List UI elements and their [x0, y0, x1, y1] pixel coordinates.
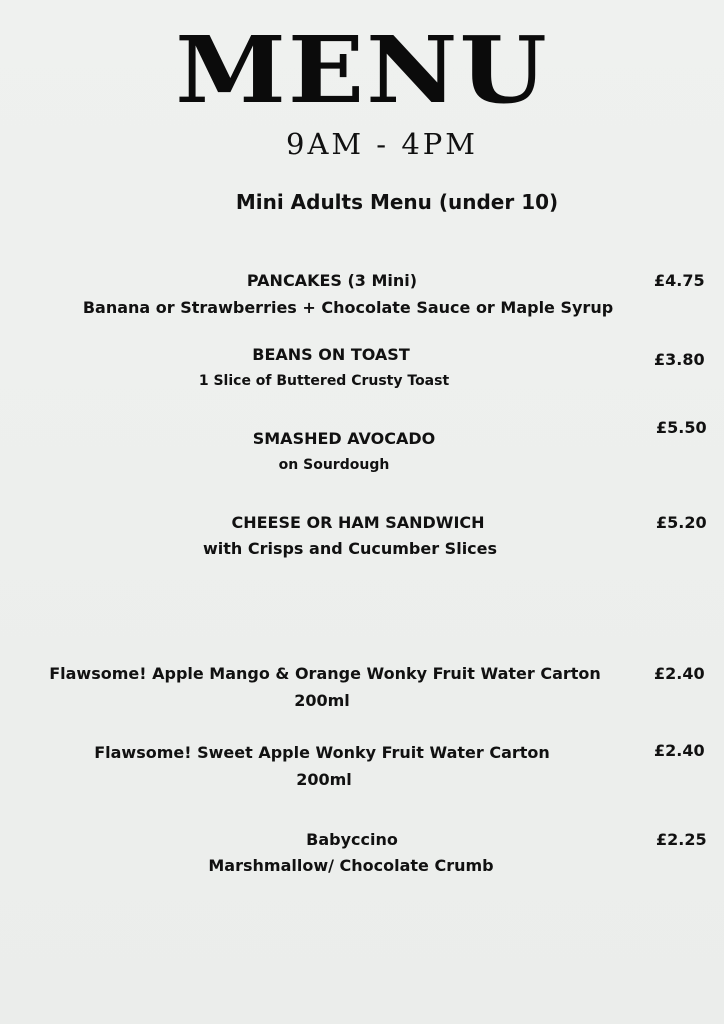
item-name-sweet-apple-water: Flawsome! Sweet Apple Wonky Fruit Water Carton	[94, 743, 550, 762]
item-name-babyccino: Babyccino	[306, 830, 398, 849]
item-desc-smashed-avocado: on Sourdough	[278, 457, 390, 473]
item-price-sandwich: £5.20	[656, 513, 707, 532]
item-desc-pancakes: Banana or Strawberries + Chocolate Sauce or Maple Syrup	[82, 298, 614, 317]
item-name-apple-mango-water: Flawsome! Apple Mango & Orange Wonky Fruit Water Carton	[49, 664, 601, 683]
item-desc-sweet-apple-water: 200ml	[296, 770, 352, 789]
item-price-babyccino: £2.25	[656, 830, 707, 849]
item-desc-babyccino: Marshmallow/ Chocolate Crumb	[208, 856, 494, 875]
item-price-apple-mango-water: £2.40	[654, 664, 705, 683]
item-price-pancakes: £4.75	[654, 271, 705, 290]
item-price-beans-on-toast: £3.80	[654, 350, 705, 369]
opening-hours: 9AM - 4PM	[286, 127, 478, 161]
item-name-sandwich: CHEESE OR HAM SANDWICH	[231, 513, 485, 532]
item-name-pancakes: PANCAKES (3 Mini)	[246, 271, 418, 290]
item-desc-sandwich: with Crisps and Cucumber Slices	[202, 539, 498, 558]
item-desc-apple-mango-water: 200ml	[294, 691, 350, 710]
item-price-smashed-avocado: £5.50	[656, 418, 707, 437]
item-name-smashed-avocado: SMASHED AVOCADO	[252, 429, 436, 448]
item-desc-beans-on-toast: 1 Slice of Buttered Crusty Toast	[198, 373, 450, 389]
menu-subtitle: Mini Adults Menu (under 10)	[235, 190, 559, 214]
item-price-sweet-apple-water: £2.40	[654, 741, 705, 760]
item-name-beans-on-toast: BEANS ON TOAST	[252, 345, 410, 364]
menu-title: MENU	[175, 15, 549, 125]
